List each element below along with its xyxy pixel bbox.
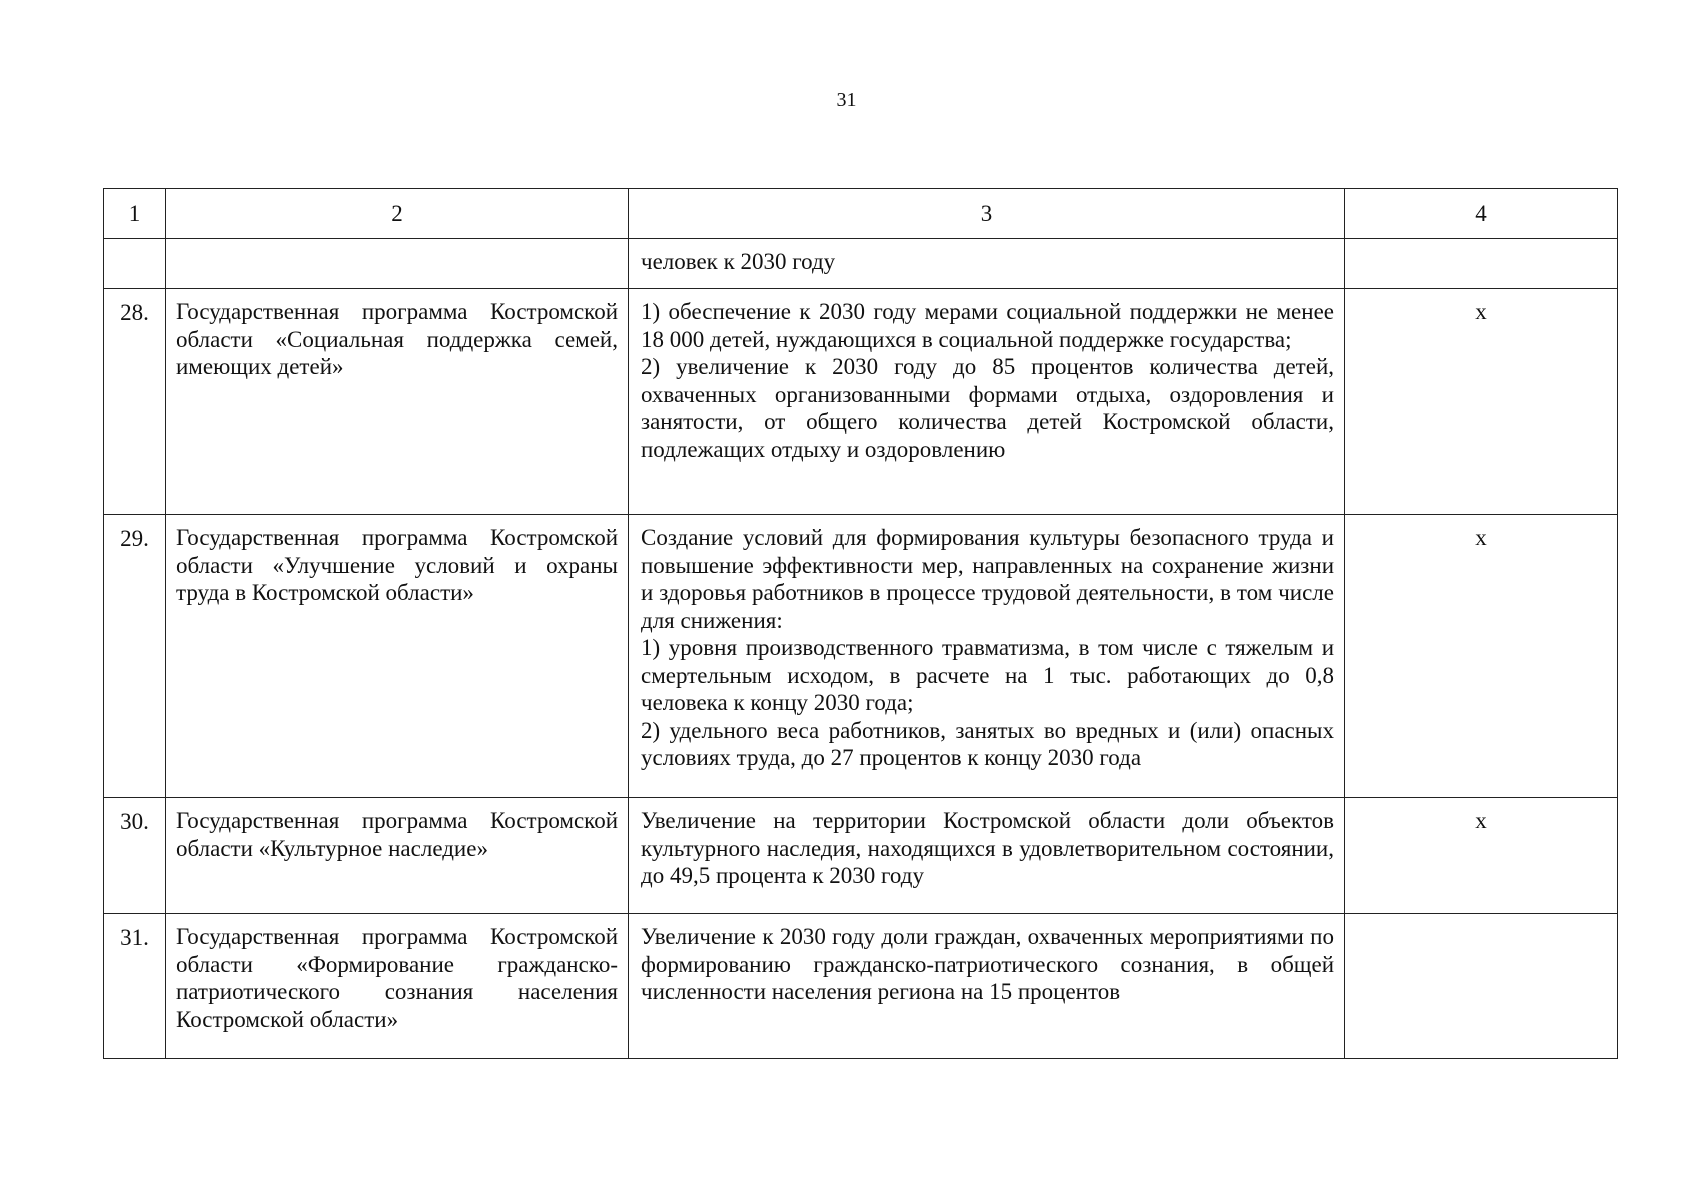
table-row <box>104 289 1618 515</box>
program-cell <box>166 239 629 289</box>
program-cell: Государственная программа Костромской области «Социальная поддержка семей, имеющих детей» <box>166 289 629 515</box>
header-cell-2: 2 <box>166 189 629 239</box>
mark-cell: x <box>1345 289 1618 515</box>
row-number-cell <box>104 239 166 289</box>
header-cell-4: 4 <box>1345 189 1618 239</box>
program-cell: Государственная программа Костромской области «Культурное наследие» <box>166 798 629 914</box>
description-cell <box>629 914 1345 1059</box>
description-cell: человек к 2030 году <box>629 239 1345 289</box>
program-cell: Государственная программа Костромской области «Формирование гражданско-патриотического сознания населения Костромской области» <box>166 914 629 1059</box>
mark-cell <box>1345 239 1618 289</box>
description-paragraph: 2) увеличение к 2030 году до 85 процентов количества детей, охваченных организованными формами отдыха, оздоровления и занятости, от общего количества детей Костромской области, подлежащих отдыху и оздоровлению <box>641 354 1334 462</box>
header-cell-3: 3 <box>629 189 1345 239</box>
program-cell: Государственная программа Костромской области «Улучшение условий и охраны труда в Костромской области» <box>166 515 629 798</box>
row-number-cell: 29. <box>104 515 166 798</box>
description-paragraph: Увеличение на территории Костромской области доли объектов культурного наследия, находящихся в удовлетворительном состоянии, до 49,5 процента к 2030 году <box>641 808 1334 888</box>
table-row <box>104 914 1618 1059</box>
header-cell-1: 1 <box>104 189 166 239</box>
mark-cell: x <box>1345 515 1618 798</box>
description-paragraph: 2) удельного веса работников, занятых во вредных и (или) опасных условиях труда, до 27 процентов к концу 2030 года <box>641 717 1334 770</box>
table-header-row <box>104 189 1618 239</box>
description-paragraph: 1) уровня производственного травматизма, в том числе с тяжелым и смертельным исходом, в расчете на 1 тыс. работающих до 0,8 человека к концу 2030 года; <box>641 635 1334 715</box>
row-number-cell: 30. <box>104 798 166 914</box>
description-paragraph: 1) обеспечение к 2030 году мерами социальной поддержки не менее 18 000 детей, нуждающихся в социальной поддержке государства; <box>641 299 1334 352</box>
description-cell <box>629 515 1345 798</box>
table-row <box>104 515 1618 798</box>
table-row-continuation <box>104 239 1618 289</box>
mark-cell <box>1345 914 1618 1059</box>
row-number-cell: 28. <box>104 289 166 515</box>
indicators-table <box>103 188 1618 1059</box>
description-paragraph: Увеличение к 2030 году доли граждан, охваченных мероприятиями по формированию гражданско-патриотического сознания, в общей численности населения региона на 15 процентов <box>641 924 1334 1004</box>
table-row <box>104 798 1618 914</box>
mark-cell: x <box>1345 798 1618 914</box>
page-number: 31 <box>836 89 857 111</box>
description-paragraph: Создание условий для формирования культуры безопасного труда и повышение эффективности мер, направленных на сохранение жизни и здоровья работников в процессе трудовой деятельности, в том числе для снижения: <box>641 525 1334 633</box>
description-cell <box>629 289 1345 515</box>
description-cell <box>629 798 1345 914</box>
row-number-cell: 31. <box>104 914 166 1059</box>
